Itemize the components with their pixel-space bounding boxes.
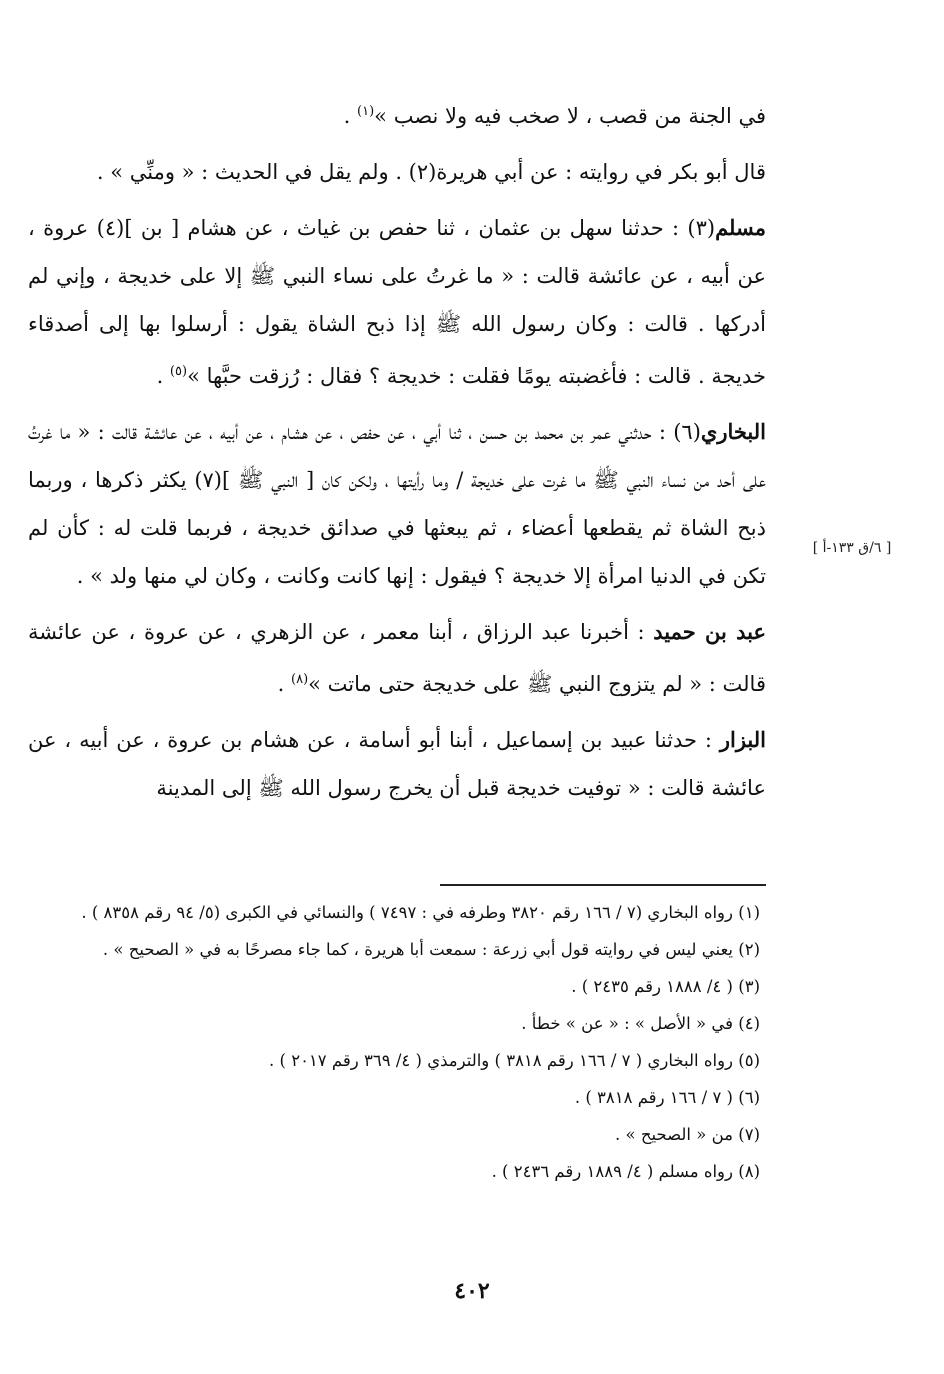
paragraph-tail: . (156, 364, 170, 388)
footnote-2: (٢) يعني ليس في روايته قول أبي زرعة : سمعت أبا هريرة ، كما جاء مصرحًا به في « الصحيح » . (102, 940, 760, 959)
footnotes (28, 894, 766, 1190)
footnote-ref: (٨) (291, 672, 309, 687)
footnote-5: (٥) رواه البخاري ( ٧ / ١٦٦ رقم ٣٨١٨ ) والترمذي ( ٤/ ٣٦٩ رقم ٢٠١٧ ) . (269, 1051, 760, 1070)
paragraph-text: : أخبرنا عبد الرزاق ، أبنا معمر ، عن الزهري ، عن عروة ، عن عائشة قالت : « لم يتزوج النبي ﷺ على خديجة حتى ماتت » (28, 620, 766, 696)
paragraph-tail: . (343, 104, 358, 128)
paragraph-6 (28, 716, 766, 812)
paragraph-text: : حدثنا عبيد بن إسماعيل ، أبنا أبو أسامة ، عن هشام بن عروة ، عن أبيه ، عن عائشة قالت : « توفيت خديجة قبل أن يخرج رسول الله ﷺ إلى المدينة (28, 728, 766, 800)
footnote-4: (٤) في « الأصل » : « عن » خطأ . (521, 1014, 760, 1033)
footnote-ref: (٥) (169, 364, 188, 379)
source-name: البزار (719, 727, 766, 752)
paragraph-1 (28, 88, 766, 140)
footnote-8: (٨) رواه مسلم ( ٤/ ١٨٨٩ رقم ٢٤٣٦ ) . (491, 1162, 760, 1181)
paragraph-text: قال أبو بكر في روايته : عن أبي هريرة(٢) . ولم يقل في الحديث : « ومنِّي » . (96, 160, 766, 184)
footnote-1: (١) رواه البخاري (٧ / ١٦٦ رقم ٣٨٢٠ وطرفه في : ٧٤٩٧ ) والنسائي في الكبرى (٥/ ٩٤ رقم ٨٣٥٨ ) . (81, 903, 760, 922)
paragraph-5 (28, 608, 766, 708)
footnote-6: (٦) ( ٧ / ١٦٦ رقم ٣٨١٨ ) . (574, 1088, 760, 1107)
manuscript-folio-note: [ ٦/ق ١٣٣-أ ] (812, 540, 892, 556)
paragraph-text: (٣) : حدثنا سهل بن عثمان ، ثنا حفص بن غياث ، عن هشام [ بن ](٤) عروة ، عن أبيه ، عن عائشة قالت : « ما غرتُ على نساء النبي ﷺ إلا على خديجة ، وإني لم أدركها . قالت : وكان رسول الله ﷺ إذا ذبح الشاة يقول : أرسلوا بها إلى أصدقاء خديجة . قالت : فأغضبته يومًا فقلت : خديجة ؟ فقال : رُزقت حبَّها » (28, 216, 766, 388)
paragraph-tail: . (277, 672, 291, 696)
main-text (28, 88, 766, 820)
paragraph-2 (28, 148, 766, 196)
paragraph-text: في الجنة من قصب ، لا صخب فيه ولا نصب » (374, 104, 766, 128)
source-name: البخاري (700, 419, 766, 444)
footnote-ref: (١) (357, 104, 375, 119)
source-name: مسلم (715, 215, 766, 240)
page-number: ٤٠٢ (454, 1278, 490, 1304)
paragraph-4 (28, 408, 766, 600)
paragraph-3 (28, 204, 766, 400)
footnote-7: (٧) من « الصحيح » . (614, 1125, 760, 1144)
paragraph-text: (٦) : حدثني عمر بن محمد بن حسن ، ثنا أبي ، عن حفص ، عن هشام ، عن أبيه ، عن عائشة قالت : « ما غرتُ على أحد من نساء النبي ﷺ ما غرت على خديجة / وما رأيتها ، ولكن كان [ النبي ﷺ ](٧) يكثر ذكرها ، وربما ذبح الشاة ثم يقطعها أعضاء ، ثم يبعثها في صدائق خديجة ، فربما قلت له : كأن لم تكن في الدنيا امرأة إلا خديجة ؟ فيقول : إنها كانت وكانت ، وكان لي منها ولد » . (28, 420, 766, 588)
source-name: عبد بن حميد (653, 619, 767, 644)
footnote-divider (440, 884, 766, 886)
footnote-3: (٣) ( ٤/ ١٨٨٨ رقم ٢٤٣٥ ) . (571, 977, 760, 996)
